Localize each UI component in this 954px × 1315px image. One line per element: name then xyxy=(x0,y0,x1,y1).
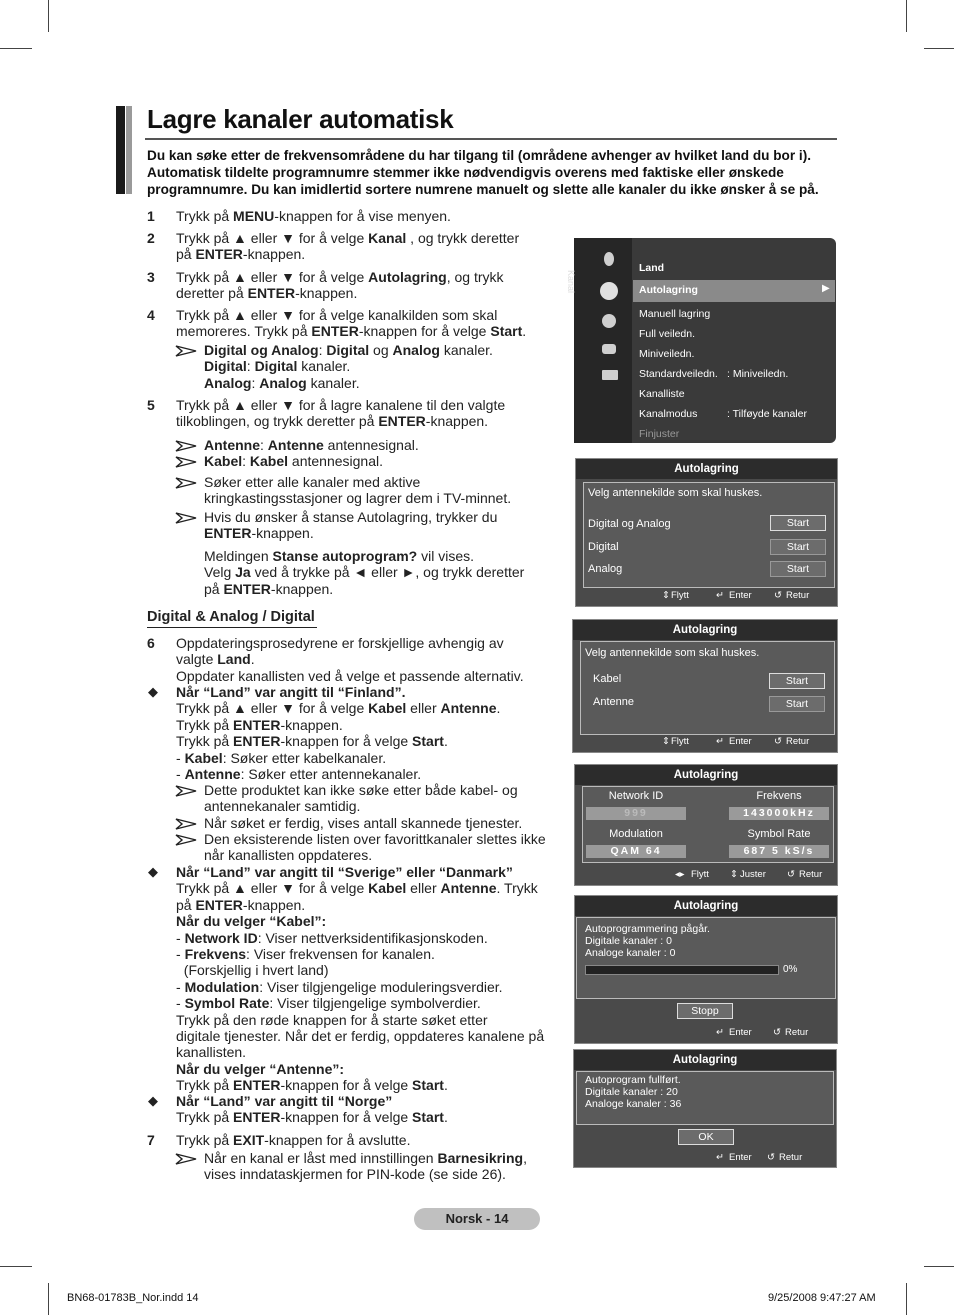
subheading-rule xyxy=(147,627,317,628)
footer-return: Retur xyxy=(786,590,810,601)
enter-icon: ↵ xyxy=(716,1152,724,1163)
footer-adjust: Juster xyxy=(740,869,766,880)
note-arrow-icon xyxy=(176,785,196,797)
note-arrow-icon xyxy=(176,818,196,830)
label-modulation: Modulation xyxy=(609,828,663,840)
title-accent-bar xyxy=(116,106,125,194)
note-arrow-icon xyxy=(176,1153,196,1165)
footer-return: Retur xyxy=(799,869,823,880)
step-number: 6 xyxy=(147,635,155,651)
country-finland-text: Når “Land” var angitt til “Finland”. Trykk på ▲ eller ▼ for å velge Kabel eller Antenne. Trykk på ENTER-knappen. Trykk på ENTER-knappen for å velge Start. - Kabel: Søker etter kabelkanaler. - Antenne: Søker etter antennekanaler. xyxy=(176,684,501,783)
start-button[interactable]: Start xyxy=(770,561,826,577)
left-right-icon: ◂▸ xyxy=(675,869,685,880)
return-icon: ↺ xyxy=(767,1152,775,1163)
start-button[interactable]: Start xyxy=(770,539,826,555)
note-arrow-icon xyxy=(176,834,196,846)
diamond-bullet-icon: ◆ xyxy=(148,864,158,879)
diamond-bullet-icon: ◆ xyxy=(148,684,158,699)
start-button[interactable]: Start xyxy=(769,673,825,689)
progress-bar xyxy=(585,965,779,975)
value-frekvens[interactable]: 143000kHz xyxy=(729,807,829,820)
country-sweden-denmark-text: Når “Land” var angitt til “Sverige” eller “Danmark” Trykk på ▲ eller ▼ for å velge Kabel eller Antenne. Trykk på ENTER-knappen. Når du velger “Kabel”: - Network ID: Viser nettverksidentifikasjonskoden. - Frekvens: Viser frekvensen for kanalen. (Forskjellig i hvert land) - Modulation: Viser tilgjengelige moduleringsverdier. - Symbol Rate: Viser tilgjengelige symbolverdier. Trykk på den røde knappen for å starte søket etter digitale tjenester. Når det er ferdig, oppdateres kanalene på kanallisten. Når du velger “Antenne”: Trykk på ENTER-knappen for å velge Start. xyxy=(176,864,545,1094)
start-button[interactable]: Start xyxy=(769,696,825,712)
title-accent-bar-light xyxy=(126,106,132,194)
autolagring-complete-panel xyxy=(573,1049,837,1168)
menu-item-full-veiledn[interactable]: Full veiledn. xyxy=(639,328,696,340)
adjust-icon: ⇕ xyxy=(730,869,738,880)
setup-gear-icon xyxy=(602,314,616,328)
menu-item-miniveiledn[interactable]: Miniveiledn. xyxy=(639,348,695,360)
note-text: Hvis du ønsker å stanse Autolagring, trykker du ENTER-knappen. xyxy=(204,509,498,542)
note-arrow-icon xyxy=(176,477,196,489)
label-frekvens: Frekvens xyxy=(756,790,802,802)
autolagring-network-panel xyxy=(574,764,838,886)
status-line: Autoprogrammering pågår. xyxy=(585,923,710,935)
panel-inner xyxy=(582,786,834,863)
print-timestamp: 9/25/2008 9:47:27 AM xyxy=(768,1292,876,1304)
return-icon: ↺ xyxy=(787,869,795,880)
footer-move: Flytt xyxy=(671,590,689,601)
move-icon: ⇕ xyxy=(662,736,670,747)
title-rule xyxy=(145,138,837,140)
panel-title: Autolagring xyxy=(575,765,837,785)
step-number: 2 xyxy=(147,230,155,246)
menu-item-kanalliste[interactable]: Kanalliste xyxy=(639,388,685,400)
return-icon: ↺ xyxy=(773,1027,781,1038)
print-file-info: BN68-01783B_Nor.indd 14 xyxy=(67,1292,199,1304)
submenu-arrow-icon: ▶ xyxy=(822,283,830,294)
panel-inner xyxy=(580,641,835,735)
step-7-text: Trykk på EXIT-knappen for å avslutte. xyxy=(176,1132,411,1148)
row-digital-og-analog: Digital og Analog xyxy=(588,518,671,530)
panel-title: Autolagring xyxy=(575,896,837,916)
analog-count: Analoge kanaler : 0 xyxy=(585,947,676,959)
digital-count: Digitale kanaler : 0 xyxy=(585,935,672,947)
step-number: 4 xyxy=(147,307,155,323)
menu-item-manuell-lagring[interactable]: Manuell lagring xyxy=(639,308,711,320)
value-symbol-rate[interactable]: 687 5 kS/s xyxy=(729,845,829,858)
menu-item-land[interactable]: Land xyxy=(639,262,665,274)
channel-menu-osd xyxy=(566,238,836,443)
progress-percent: 0% xyxy=(783,964,798,975)
note-text: Søker etter alle kanaler med aktive kringkastingsstasjoner og lagrer dem i TV-minnet. xyxy=(204,474,512,507)
picture-icon xyxy=(604,252,614,266)
sidebar-label: Kanal xyxy=(566,270,576,294)
footer-move: Flytt xyxy=(671,736,689,747)
panel-inner xyxy=(576,1071,834,1125)
row-kabel: Kabel xyxy=(593,673,622,685)
panel-title: Autolagring xyxy=(574,1050,836,1070)
menu-item-autolagring[interactable]: Autolagring xyxy=(639,284,698,296)
digital-count: Digitale kanaler : 20 xyxy=(585,1086,678,1098)
step-number: 7 xyxy=(147,1132,155,1148)
step-2-text: Trykk på ▲ eller ▼ for å velge Kanal , og trykk deretter på ENTER-knappen. xyxy=(176,230,520,263)
row-antenne: Antenne xyxy=(593,696,634,708)
note-arrow-icon xyxy=(176,440,196,452)
diamond-bullet-icon: ◆ xyxy=(148,1093,158,1108)
start-button[interactable]: Start xyxy=(770,515,826,531)
input-icon xyxy=(602,344,616,354)
panel-inner xyxy=(576,917,836,999)
enter-icon: ↵ xyxy=(716,736,724,747)
step-number: 5 xyxy=(147,397,155,413)
note-arrow-icon xyxy=(176,456,196,468)
enter-icon: ↵ xyxy=(716,1027,724,1038)
analog-count: Analoge kanaler : 36 xyxy=(585,1098,682,1110)
note-text: Meldingen Stanse autoprogram? vil vises. Velg Ja ved å trykke på ◄ eller ►, og trykk deretter på ENTER-knappen. xyxy=(204,548,525,597)
note-text: Når søket er ferdig, vises antall skannede tjenester. xyxy=(204,815,523,831)
footer-enter: Enter xyxy=(729,1152,752,1163)
application-icon xyxy=(602,370,618,380)
footer-enter: Enter xyxy=(729,590,752,601)
panel-prompt: Velg antennekilde som skal huskes. xyxy=(588,487,763,499)
footer-move: Flytt xyxy=(691,869,709,880)
autolagring-source-panel xyxy=(575,458,838,607)
country-norway-text: Når “Land” var angitt til “Norge” Trykk på ENTER-knappen for å velge Start. xyxy=(176,1093,448,1126)
note-arrow-icon xyxy=(176,512,196,524)
return-icon: ↺ xyxy=(774,590,782,601)
step-5-text: Trykk på ▲ eller ▼ for å lagre kanalene til den valgte tilkoblingen, og trykk deretter på ENTER-knappen. xyxy=(176,397,506,430)
value-modulation[interactable]: QAM 64 xyxy=(586,845,686,858)
row-digital: Digital xyxy=(588,541,619,553)
move-icon: ⇕ xyxy=(662,590,670,601)
section-subheading: Digital & Analog / Digital xyxy=(147,609,315,625)
step-number: 1 xyxy=(147,208,155,224)
label-symbol-rate: Symbol Rate xyxy=(747,828,811,840)
enter-icon: ↵ xyxy=(716,590,724,601)
panel-prompt: Velg antennekilde som skal huskes. xyxy=(585,647,760,659)
footer-enter: Enter xyxy=(729,736,752,747)
note-text: Antenne: Antenne antennesignal. xyxy=(204,437,419,453)
footer-enter: Enter xyxy=(729,1027,752,1038)
autolagring-cable-panel xyxy=(572,619,838,753)
panel-title: Autolagring xyxy=(576,459,837,479)
autolagring-progress-panel xyxy=(574,895,838,1044)
footer-return: Retur xyxy=(785,1027,809,1038)
status-line: Autoprogram fullført. xyxy=(585,1074,681,1086)
intro-paragraph: Du kan søke etter de frekvensområdene du har tilgang til (områdene avhenger av hvilket land du bor i). Automatisk tildelte programnumre stemmer ikke nødvendigvis overens med faktiske eller ønskede programnumre. Du kan imidlertid sortere numrene manuelt og slette alle kanaler du ikke ønsker å se på. xyxy=(147,148,819,197)
menu-item-kanalmodus[interactable]: Kanalmodus xyxy=(639,408,698,420)
channel-icon xyxy=(600,282,618,300)
step-number: 3 xyxy=(147,269,155,285)
label-network-id: Network ID xyxy=(608,790,664,802)
step-3-text: Trykk på ▲ eller ▼ for å velge Autolagring, og trykk deretter på ENTER-knappen. xyxy=(176,269,504,302)
footer-return: Retur xyxy=(779,1152,803,1163)
ok-button[interactable]: OK xyxy=(678,1129,734,1145)
page-number-badge: Norsk - 14 xyxy=(414,1208,540,1230)
menu-item-finjuster: Finjuster xyxy=(639,428,680,440)
note-arrow-icon xyxy=(176,345,196,357)
return-icon: ↺ xyxy=(774,736,782,747)
note-text: Kabel: Kabel antennesignal. xyxy=(204,453,383,469)
menu-sidebar xyxy=(574,238,632,443)
menu-item-standardveiledn[interactable]: Standardveiledn. xyxy=(639,368,718,380)
step-6-text: Oppdateringsprosedyrene er forskjellige avhengig av valgte Land. Oppdater kanallisten ved å velge et passende alternativ. xyxy=(176,635,524,684)
note-text: Digital og Analog: Digital og Analog kanaler. Digital: Digital kanaler. Analog: Analog kanaler. xyxy=(204,342,493,391)
panel-title: Autolagring xyxy=(573,620,837,640)
footer-return: Retur xyxy=(786,736,810,747)
note-text: Den eksisterende listen over favorittkanaler slettes ikke når kanallisten oppdateres. xyxy=(204,831,546,864)
row-analog: Analog xyxy=(588,563,623,575)
note-text: Dette produktet kan ikke søke etter både kabel- og antennekanaler samtidig. xyxy=(204,782,518,815)
stop-button[interactable]: Stopp xyxy=(677,1003,733,1019)
menu-value-kanalmodus: : Tilføyde kanaler xyxy=(727,408,807,420)
step-4-text: Trykk på ▲ eller ▼ for å velge kanalkilden som skal memoreres. Trykk på ENTER-knappen for å velge Start. xyxy=(176,307,527,340)
panel-inner xyxy=(583,482,835,588)
page-title: Lagre kanaler automatisk xyxy=(147,104,454,134)
menu-value-standard: : Miniveiledn. xyxy=(727,368,789,380)
step-1-text: Trykk på MENU-knappen for å vise menyen. xyxy=(176,208,451,224)
value-network-id[interactable]: 999 xyxy=(586,807,686,820)
note-text: Når en kanal er låst med innstillingen Barnesikring, vises inndataskjermen for PIN-kode (se side 26). xyxy=(204,1150,527,1183)
